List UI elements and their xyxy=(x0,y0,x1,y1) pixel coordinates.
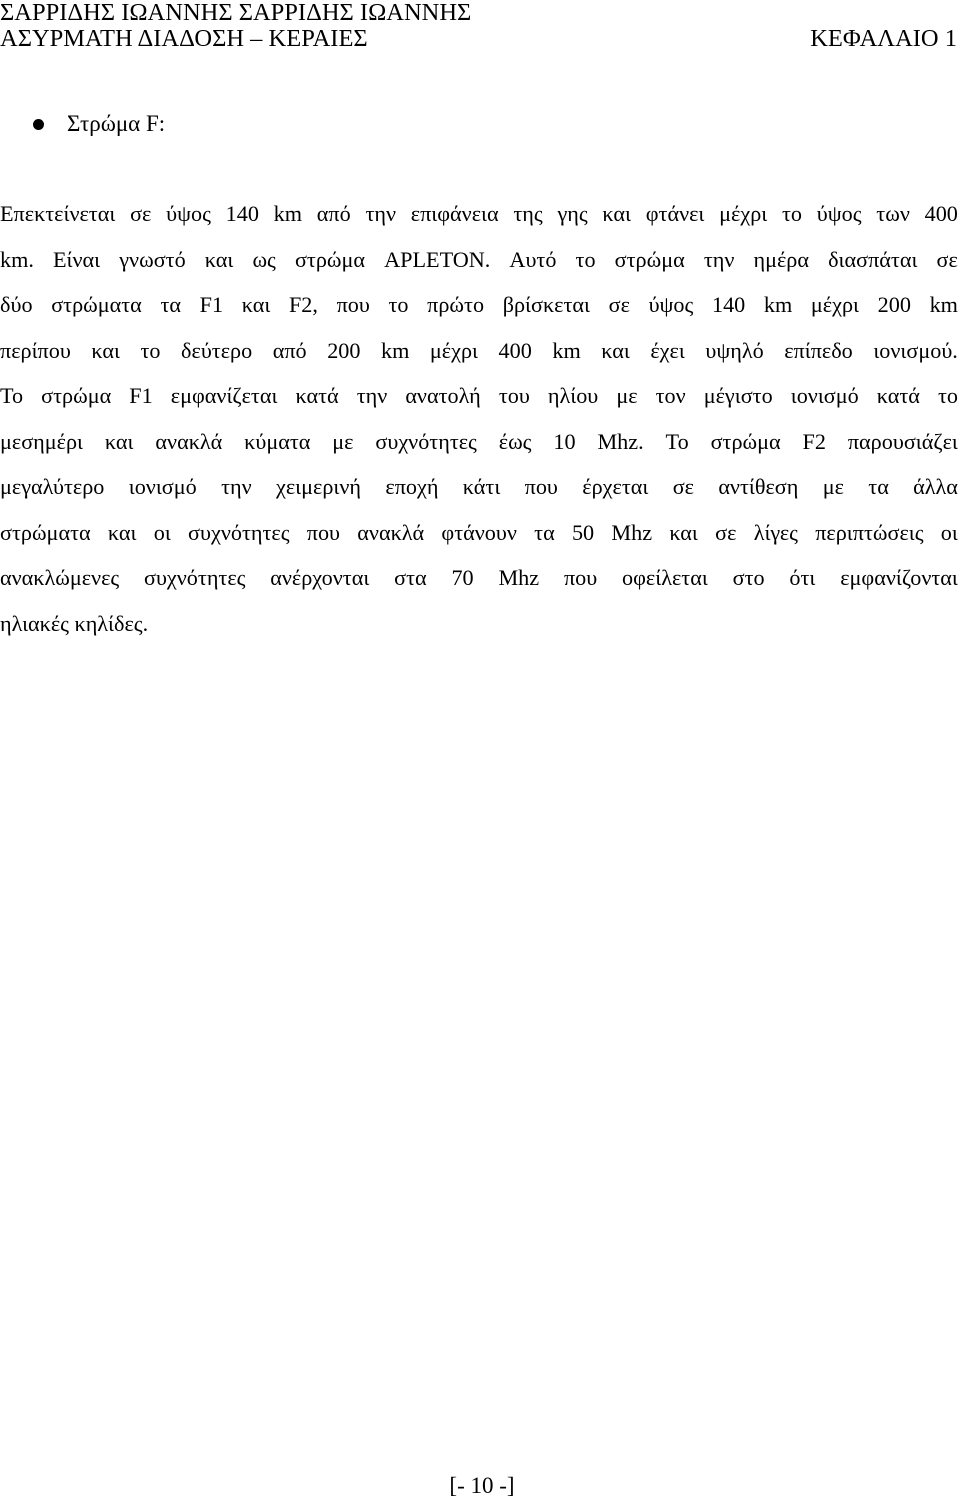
paragraph-word: βρίσκεται xyxy=(502,292,590,317)
paragraph-word: ηλίου xyxy=(547,383,599,408)
section-heading xyxy=(0,110,960,140)
paragraph-word: ανατολή xyxy=(405,383,481,408)
paragraph-word: F1 xyxy=(199,292,224,317)
body-paragraph xyxy=(0,195,958,650)
paragraph-word: και xyxy=(602,201,631,226)
paragraph-word: γης xyxy=(557,201,588,226)
paragraph-word: επιφάνεια xyxy=(410,201,499,226)
paragraph-word: με xyxy=(616,383,638,408)
paragraph-word: επίπεδο xyxy=(784,337,853,363)
paragraph-word: Το xyxy=(665,428,689,454)
paragraph-word: το xyxy=(937,383,958,408)
header-row xyxy=(0,26,957,52)
paragraph-word: km xyxy=(273,201,303,226)
paragraph-line xyxy=(0,514,958,560)
paragraph-word: φτάνουν xyxy=(441,519,517,545)
paragraph-word: περιπτώσεις xyxy=(815,519,924,545)
paragraph-word: έρχεται xyxy=(582,474,649,499)
paragraph-word: και xyxy=(241,292,271,317)
header-chapter: ΚΕΦΑΛΑΙΟ 1 xyxy=(810,25,957,52)
page-number: [- 10 -] xyxy=(449,1473,515,1498)
paragraph-word: ιονισμό xyxy=(790,383,859,408)
paragraph-word: ότι xyxy=(789,565,816,590)
paragraph-word: με xyxy=(822,474,844,499)
paragraph-word: διασπάται xyxy=(828,246,918,272)
paragraph-word: παρουσιάζει xyxy=(847,428,958,454)
paragraph-word: ιονισμό xyxy=(128,474,197,499)
paragraph-word: και xyxy=(601,337,630,363)
paragraph-word: km. xyxy=(0,246,34,272)
paragraph-word: που xyxy=(336,292,370,317)
paragraph-word: 10 xyxy=(553,428,576,454)
paragraph-word: μέχρι xyxy=(719,201,768,226)
paragraph-word: στρώμα xyxy=(41,383,112,408)
paragraph-word: στρώμα xyxy=(710,428,781,454)
paragraph-word: εμφανίζονται xyxy=(840,565,958,590)
paragraph-word: σε xyxy=(936,246,958,272)
paragraph-word: οφείλεται xyxy=(622,565,708,590)
paragraph-line xyxy=(0,559,958,605)
paragraph-word: στρώματα xyxy=(51,292,142,317)
paragraph-word: εμφανίζεται xyxy=(170,383,278,408)
paragraph-word: μέχρι xyxy=(810,292,859,317)
paragraph-word: τα xyxy=(534,519,555,545)
paragraph-word: φτάνει xyxy=(645,201,705,226)
paragraph-word: ύψος xyxy=(816,201,862,226)
paragraph-word: οι xyxy=(940,519,958,545)
bullet-icon xyxy=(33,119,44,130)
paragraph-word: και xyxy=(104,428,134,454)
paragraph-word: ανακλά xyxy=(155,428,223,454)
paragraph-word: APLETON. xyxy=(384,246,491,272)
paragraph-word: δεύτερο xyxy=(181,337,253,363)
paragraph-word: που xyxy=(563,565,598,590)
paragraph-word: πρώτο xyxy=(427,292,485,317)
paragraph-word: την xyxy=(365,201,396,226)
paragraph-word: 200 xyxy=(327,337,361,363)
paragraph-word: γνωστό xyxy=(119,246,186,272)
paragraph-word: λίγες xyxy=(753,519,798,545)
paragraph-line xyxy=(0,195,958,241)
paragraph-word: Mhz. xyxy=(597,428,644,454)
header-title: ΑΣΥΡΜΑΤΗ ΔΙΑΔΟΣΗ – ΚΕΡΑΙΕΣ xyxy=(0,25,368,52)
paragraph-word: αντίθεση xyxy=(718,474,799,499)
paragraph-line xyxy=(0,423,958,469)
paragraph-word: συχνότητες xyxy=(188,519,290,545)
paragraph-word: Το xyxy=(0,383,24,408)
paragraph-word: οι xyxy=(153,519,171,545)
paragraph-word: ανέρχονται xyxy=(270,565,370,590)
paragraph-word: χειμερινή xyxy=(276,474,362,499)
paragraph-word: το xyxy=(782,201,803,226)
paragraph-word: km xyxy=(381,337,410,363)
paragraph-word: έως xyxy=(498,428,532,454)
section-heading-text: Στρώμα F: xyxy=(67,111,166,136)
paragraph-word: σε xyxy=(130,201,152,226)
paragraph-word: ιονισμού. xyxy=(873,337,958,363)
paragraph-line xyxy=(0,468,958,514)
paragraph-word: στρώμα xyxy=(614,246,685,272)
page-header xyxy=(0,0,960,52)
paragraph-word: την xyxy=(703,246,735,272)
paragraph-word: 400 xyxy=(924,201,958,226)
paragraph-line xyxy=(0,286,958,332)
paragraph-word: και xyxy=(669,519,698,545)
paragraph-word: από xyxy=(272,337,307,363)
paragraph-word: την xyxy=(356,383,388,408)
paragraph-word: το xyxy=(575,246,596,272)
paragraph-word: και xyxy=(204,246,234,272)
paragraph-word: κύματα xyxy=(244,428,311,454)
paragraph-word: με xyxy=(332,428,354,454)
paragraph-word: κατά xyxy=(295,383,339,408)
paragraph-word: μέγιστο xyxy=(703,383,773,408)
paragraph-word: κατά xyxy=(876,383,920,408)
paragraph-word: Επεκτείνεται xyxy=(0,201,116,226)
paragraph-line xyxy=(0,332,958,378)
paragraph-word: F2 xyxy=(802,428,826,454)
paragraph-word: εποχή xyxy=(385,474,439,499)
paragraph-word: της xyxy=(513,201,543,226)
paragraph-word: ανακλώμενες xyxy=(0,565,120,590)
paragraph-word: F2, xyxy=(288,292,318,317)
paragraph-word: υψηλό xyxy=(705,337,764,363)
paragraph-word: τα xyxy=(160,292,181,317)
paragraph-word: και xyxy=(107,519,137,545)
paragraph-word: Είναι xyxy=(53,246,101,272)
paragraph-word: 140 xyxy=(711,292,746,317)
paragraph-word: σε xyxy=(608,292,630,317)
paragraph-word: σε xyxy=(672,474,694,499)
paragraph-word: το xyxy=(388,292,409,317)
paragraph-line xyxy=(0,241,958,287)
paragraph-word: του xyxy=(498,383,530,408)
paragraph-word: κάτι xyxy=(462,474,501,499)
paragraph-word: και xyxy=(91,337,120,363)
paragraph-word: το xyxy=(140,337,161,363)
paragraph-word: που xyxy=(306,519,341,545)
paragraph-word: Mhz xyxy=(611,519,653,545)
paragraph-word: 140 xyxy=(225,201,259,226)
paragraph-word: στρώματα xyxy=(0,519,91,545)
paragraph-line-last: ηλιακές κηλίδες. xyxy=(0,610,149,636)
paragraph-word: στο xyxy=(732,565,765,590)
paragraph-word: ύψος xyxy=(166,201,211,226)
paragraph-word: ανακλά xyxy=(357,519,425,545)
paragraph-word: έχει xyxy=(650,337,685,363)
paragraph-word: ημέρα xyxy=(753,246,809,272)
paragraph-word: στρώμα xyxy=(294,246,366,272)
paragraph-word: μεγαλύτερο xyxy=(0,474,105,499)
paragraph-word: σε xyxy=(715,519,737,545)
paragraph-word: ως xyxy=(252,246,276,272)
paragraph-word: km xyxy=(763,292,793,317)
paragraph-word: στα xyxy=(394,565,427,590)
paragraph-word: 400 xyxy=(498,337,532,363)
paragraph-word: ύψος xyxy=(648,292,694,317)
page-footer xyxy=(0,1472,960,1500)
paragraph-word: km xyxy=(552,337,581,363)
paragraph-word: συχνότητες xyxy=(375,428,477,454)
paragraph-word: Αυτό xyxy=(509,246,557,272)
paragraph-word: δύο xyxy=(0,292,33,317)
paragraph-word: F1 xyxy=(129,383,153,408)
paragraph-word: που xyxy=(524,474,558,499)
paragraph-word: από xyxy=(316,201,351,226)
paragraph-line xyxy=(0,377,958,423)
paragraph-word: τον xyxy=(655,383,686,408)
paragraph-word: μέχρι xyxy=(429,337,478,363)
paragraph-word: μεσημέρι xyxy=(0,428,84,454)
paragraph-word: περίπου xyxy=(0,337,71,363)
paragraph-word: συχνότητες xyxy=(143,565,246,590)
paragraph-word: 200 xyxy=(877,292,911,317)
header-author: ΣΑΡΡΙΔΗΣ ΙΩΑΝΝΗΣ ΣΑΡΡΙΔΗΣ ΙΩΑΝΝΗΣ xyxy=(0,0,472,26)
paragraph-word: τα xyxy=(868,474,889,499)
paragraph-word: άλλα xyxy=(913,474,958,499)
paragraph-word: την xyxy=(221,474,252,499)
paragraph-word: των xyxy=(876,201,910,226)
paragraph-word: Mhz xyxy=(498,565,540,590)
paragraph-word: 50 xyxy=(571,519,595,545)
paragraph-word: km xyxy=(929,292,958,317)
paragraph-word: 70 xyxy=(451,565,474,590)
